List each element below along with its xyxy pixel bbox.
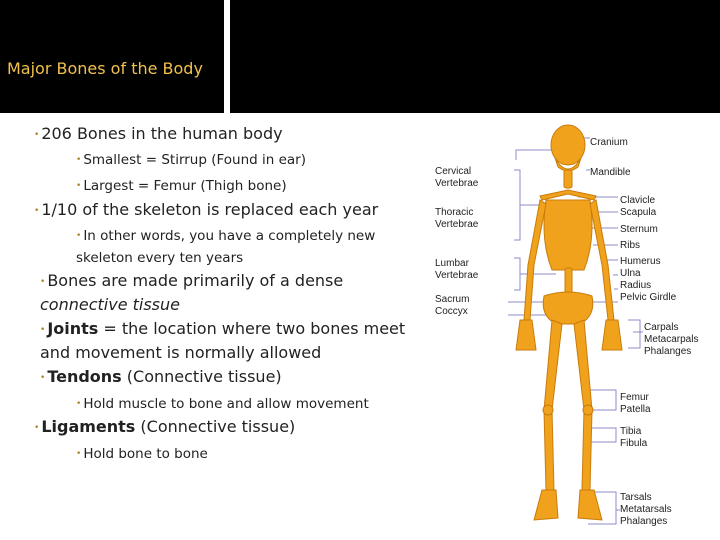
leader-line-tibia-fibula: [590, 428, 616, 442]
bullet-largest: • Largest = Femur (Thigh bone): [76, 178, 287, 194]
right-hand-icon: [602, 320, 622, 350]
pelvis-icon: [543, 292, 593, 324]
bullet-icon: •: [76, 449, 82, 459]
label-thoracic: Thoracic Vertebrae: [435, 207, 479, 230]
bullet-icon: •: [34, 423, 40, 433]
label-femur: Femur Patella: [620, 392, 651, 415]
label-cranium: Cranium: [590, 137, 628, 148]
bullet-tendons: • Tendons (Connective tissue): [40, 367, 282, 386]
bullet-other-words-cont: skeleton every ten years: [76, 250, 244, 266]
bullet-replaced: • 1/10 of the skeleton is replaced each year: [34, 200, 379, 219]
label-clavicle: Clavicle Scapula: [620, 195, 657, 218]
term-tendons: Tendons: [47, 367, 122, 386]
ribcage-icon: [544, 200, 592, 270]
bullet-ligaments-sub: • Hold bone to bone: [76, 446, 208, 462]
right-foot-icon: [578, 490, 602, 520]
label-mandible: Mandible: [590, 167, 631, 178]
title-bar: [0, 0, 224, 113]
clavicle-icon: [540, 190, 596, 200]
label-tibia: Tibia Fibula: [620, 426, 648, 449]
bullet-bones-made: • Bones are made primarily of a dense: [40, 271, 344, 290]
leader-line-hand: [628, 320, 643, 348]
bullet-206-bones: • 206 Bones in the human body: [34, 124, 283, 143]
skeleton-diagram: [428, 120, 720, 540]
bullet-icon: •: [34, 130, 40, 140]
bones: [516, 125, 622, 520]
label-sacrum-coccyx: Sacrum Coccyx: [435, 294, 470, 317]
left-knee-icon: [543, 405, 553, 415]
bullet-icon: •: [34, 206, 40, 216]
neck-vertebrae-icon: [564, 170, 572, 188]
bullet-icon: •: [40, 373, 46, 383]
bullet-ligaments: • Ligaments (Connective tissue): [34, 417, 296, 436]
bullet-icon: •: [76, 181, 82, 191]
label-carpals: Carpals Metacarpals Phalanges: [644, 322, 699, 357]
bullet-icon: •: [40, 277, 46, 287]
left-foot-icon: [534, 490, 558, 520]
header-bar: [230, 0, 720, 113]
bullet-icon: •: [76, 155, 82, 165]
bullet-joints-cont: and movement is normally allowed: [40, 343, 322, 362]
term-joints: Joints: [47, 319, 99, 338]
label-tarsals: Tarsals Metatarsals Phalanges: [620, 492, 672, 527]
bullet-tendons-sub: • Hold muscle to bone and allow movement: [76, 396, 369, 412]
term-ligaments: Ligaments: [41, 417, 136, 436]
bullet-other-words: • In other words, you have a completely new: [76, 228, 376, 244]
label-lumbar: Lumbar Vertebrae: [435, 258, 479, 281]
label-ribs: Ribs: [620, 240, 641, 251]
bullet-joints: • Joints = the location where two bones meet: [40, 319, 406, 338]
bullet-smallest: • Smallest = Stirrup (Found in ear): [76, 152, 307, 168]
slide-title: Major Bones of the Body: [7, 59, 203, 78]
bullet-icon: •: [76, 399, 82, 409]
label-cervical: Cervical Vertebrae: [435, 166, 479, 189]
label-humerus: Humerus Ulna Radius Pelvic Girdle: [620, 256, 677, 303]
right-knee-icon: [583, 405, 593, 415]
bullet-icon: •: [76, 231, 82, 241]
left-hand-icon: [516, 320, 536, 350]
bullet-bones-made-cont: connective tissue: [40, 295, 180, 314]
label-sternum: Sternum: [620, 224, 658, 235]
bullet-icon: •: [40, 325, 46, 335]
